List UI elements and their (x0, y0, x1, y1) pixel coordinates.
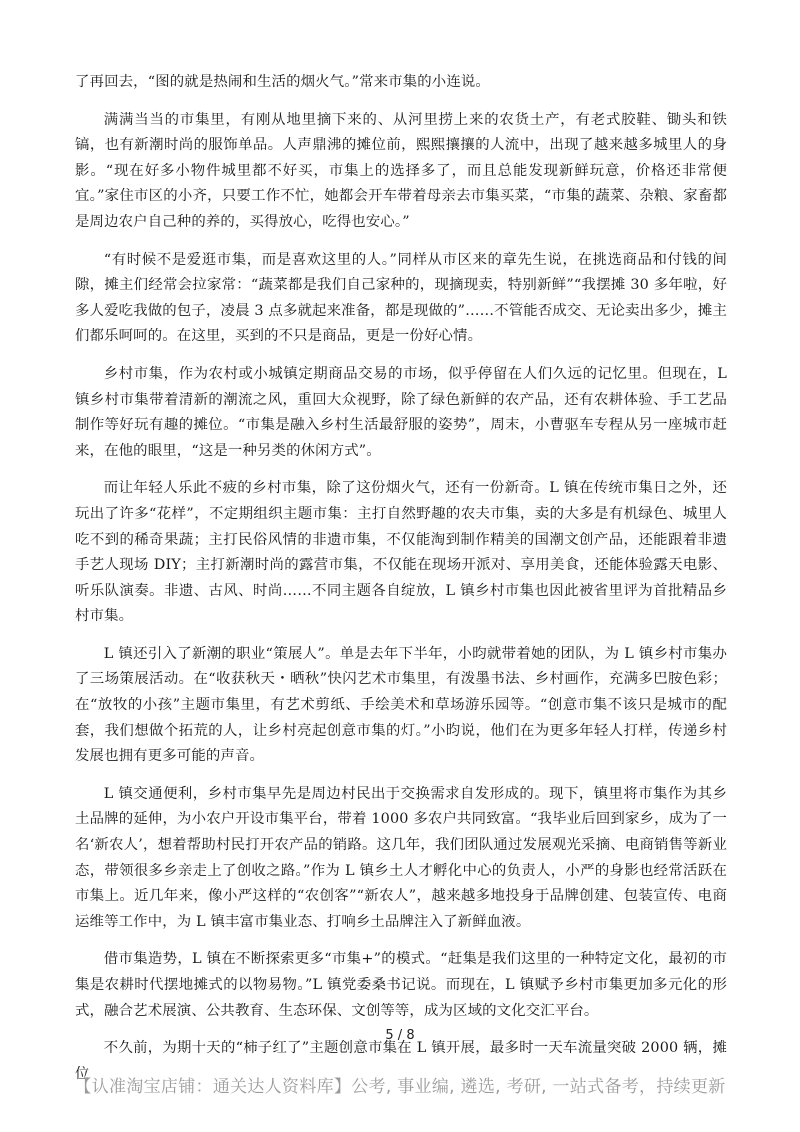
paragraph-1: 了再回去，“图的就是热闹和生活的烟火气。”常来市集的小连说。 (75, 74, 490, 90)
footer-watermark-text: 【认准淘宝店铺：通关达人资料库】公考, 事业编, 遴选, 考研, 一站式备考，持续更新 (74, 1077, 726, 1097)
paragraph-2: 满满当当的市集里，有刚从地里摘下来的、从河里捞上来的农货土产，有老式胶鞋、锄头和铁镐，也有新潮时尚的服饰单品。人声鼎沸的摊位前，熙熙攘攘的人流中，出现了越来越多城里人的身影。“现在好多小物件城里都不好买，市集上的选择多了，而且总能发现新鲜玩意，价格还非常便宜。”家住市区的小齐，只要工作不忙，她都会开车带着母亲去市集买菜，“市集的蔬菜、杂粮、家畜都是周边农户自己种的养的，买得放心，吃得也安心。” (75, 111, 727, 230)
paragraph-5: 而让年轻人乐此不疲的乡村市集，除了这份烟火气，还有一份新奇。L 镇在传统市集日之外，还玩出了许多“花样”，不定期组织主题市集：主打自然野趣的农夫市集，卖的大多是有机绿色、城里人吃不到的稀奇果蔬；主打民俗风情的非遗市集，不仅能淘到制作精美的国潮文创产品，还能跟着非遗手艺人现场 DIY；主打新潮时尚的露营市集，不仅能在现场开派对、享用美食，还能体验露天电影、听乐队演奏。非遗、古风、时尚……不同主题各自绽放，L 镇乡村市集也因此被省里评为首批精品乡村市集。 (75, 480, 727, 625)
paragraph-7: L 镇交通便利，乡村市集早先是周边村民出于交换需求自发形成的。现下，镇里将市集作为其乡土品牌的延伸，为小农户开设市集平台，带着 1000 多农户共同致富。“我毕业后回到家乡，成为了一名‘新农人’，想着帮助村民打开农产品的销路。这几年，我们团队通过发展观光采摘、电商销售等新业态，带领很多乡亲走上了创收之路。”作为 L 镇乡土人才孵化中心的负责人，小严的身影也经常活跃在市集上。近几年来，像小严这样的“农创客”“新农人”，越来越多地投身于品牌创建、包装宣传、电商运维等工作中，为 L 镇丰富市集业态、打响乡土品牌注入了新鲜血液。 (75, 785, 727, 930)
document-body (75, 70, 727, 1099)
paragraph-4: 乡村市集，作为农村或小城镇定期商品交易的市场，似乎停留在人们久远的记忆里。但现在，L 镇乡村市集带着清新的潮流之风，重回大众视野，除了绿色新鲜的农产品，还有农耕体验、手工艺品制作等好玩有趣的摊位。“市集是融入乡村生活最舒服的姿势”，周末，小曹驱车专程从另一座城市赶来，在他的眼里，“这是一种另类的休闲方式”。 (75, 365, 727, 459)
paragraph-8: 借市集造势，L 镇在不断探索更多“市集+”的模式。“赶集是我们这里的一种特定文化，最初的市集是农耕时代摆地摊式的以物易物。”L 镇党委桑书记说。而现在，L 镇赋予乡村市集更加多元化的形式，融合艺术展演、公共教育、生态环保、文创等等，成为区域的文化交汇平台。 (75, 951, 727, 1019)
paragraph-9: 不久前，为期十天的“柿子红了”主题创意市集在 L 镇开展，最多时一天车流量突破 2000 辆，摊位 (75, 1040, 727, 1082)
paragraph-3: “有时候不是爱逛市集，而是喜欢这里的人。”同样从市区来的章先生说，在挑选商品和付钱的间隙，摊主们经常会拉家常：“蔬菜都是我们自己家种的，现摘现卖，特别新鲜”“我摆摊 30 多年啦，好多人爱吃我做的包子，凌晨 3 点多就起来准备，都是现做的”……不管能否成交、无论卖出多少，摊主们都乐呵呵的。在这里，买到的不只是商品，更是一份好心情。 (75, 251, 727, 345)
page-number: 5 / 8 (385, 1028, 415, 1043)
paragraph-6: L 镇还引入了新潮的职业“策展人”。单是去年下半年，小昀就带着她的团队，为 L 镇乡村市集办了三场策展活动。在“收获秋天・晒秋”快闪艺术市集里，有泼墨书法、乡村画作，充满多巴胺色彩；在“放牧的小孩”主题市集里，有艺术剪纸、手绘美术和草场游乐园等。“创意市集不该只是城市的配套，我们想做个拓荒的人，让乡村亮起创意市集的灯。”小昀说，他们在为更多年轻人打样，传递乡村发展也拥有更多可能的声音。 (75, 645, 727, 765)
